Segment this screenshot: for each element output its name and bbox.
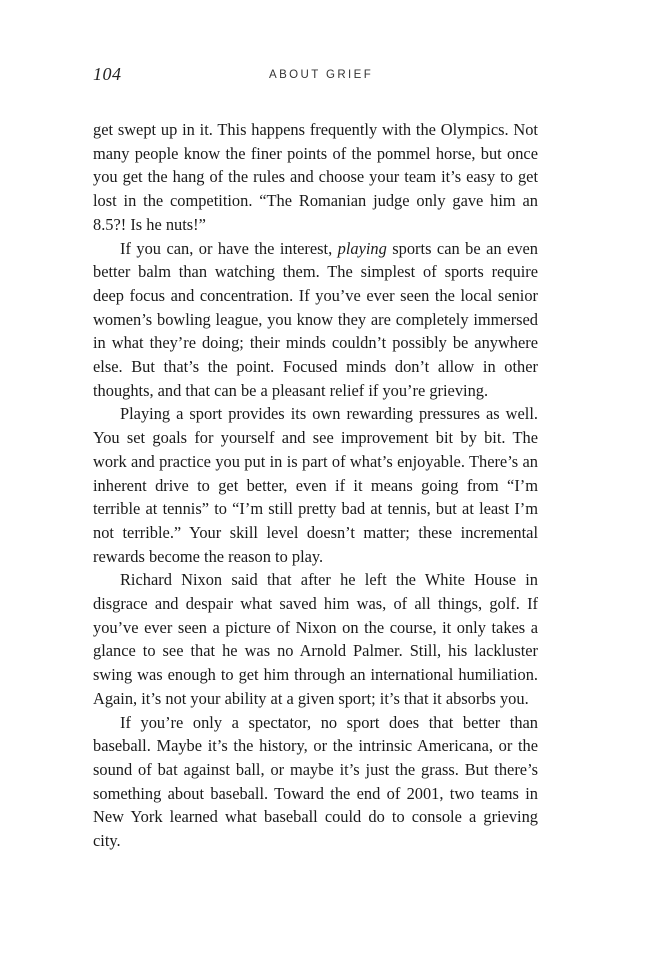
paragraph-text: Playing a sport provides its own rewarding pressures as well. You set goals for yourself and see improvement bit by bit. The work and practice you put in is part of what’s enjoyable. There’s an inherent drive to get better, even if it means going from “I’m terrible at tennis” to “I’m still pretty bad at tennis, but at least I’m not terrible.” Your skill level doesn’t matter; these incremental rewards become the reason to play. [93,404,538,566]
paragraph-text: get swept up in it. This happens frequently with the Olympics. Not many people know the finer points of the pommel horse, but once you get the hang of the rules and choose your team it’s easy to get lost in the competition. “The Romanian judge only gave him an 8.5?! Is he nuts!” [93,120,538,234]
emphasis: playing [337,238,387,258]
body-text [93,118,538,853]
paragraph [93,402,538,568]
page-number: 104 [93,64,122,84]
running-head [93,64,538,88]
paragraph-text: If you’re only a spectator, no sport does that better than baseball. Maybe it’s the history, or the intrinsic Americana, or the sound of bat against ball, or maybe it’s just the grass. But there’s something about baseball. Toward the end of 2001, two teams in New York learned what baseball could do to console a grieving city. [93,712,538,851]
paragraph-text: Richard Nixon said that after he left the White House in disgrace and despair what saved him was, of all things, golf. If you’ve ever seen a picture of Nixon on the course, it only takes a glance to see that he was no Arnold Palmer. Still, his lackluster swing was enough to get him through an international humiliation. Again, it’s not your ability at a given sport; it’s that it absorbs you. [93,570,538,708]
book-title: ABOUT GRIEF [269,69,374,81]
paragraph [93,568,538,710]
paragraph-text: If you can, or have the interest, [120,238,338,258]
paragraph [93,237,538,403]
paragraph-text: sports can be an even better balm than watching them. The simplest of sports require deep focus and concentration. If you’ve ever seen the local senior women’s bowling league, you know they are completely immersed in what they’re doing; their minds couldn’t possibly be anywhere else. But that’s the point. Focused minds don’t allow in other thoughts, and that can be a pleasant relief if you’re grieving. [93,238,538,400]
paragraph [93,118,538,237]
paragraph [93,711,538,853]
